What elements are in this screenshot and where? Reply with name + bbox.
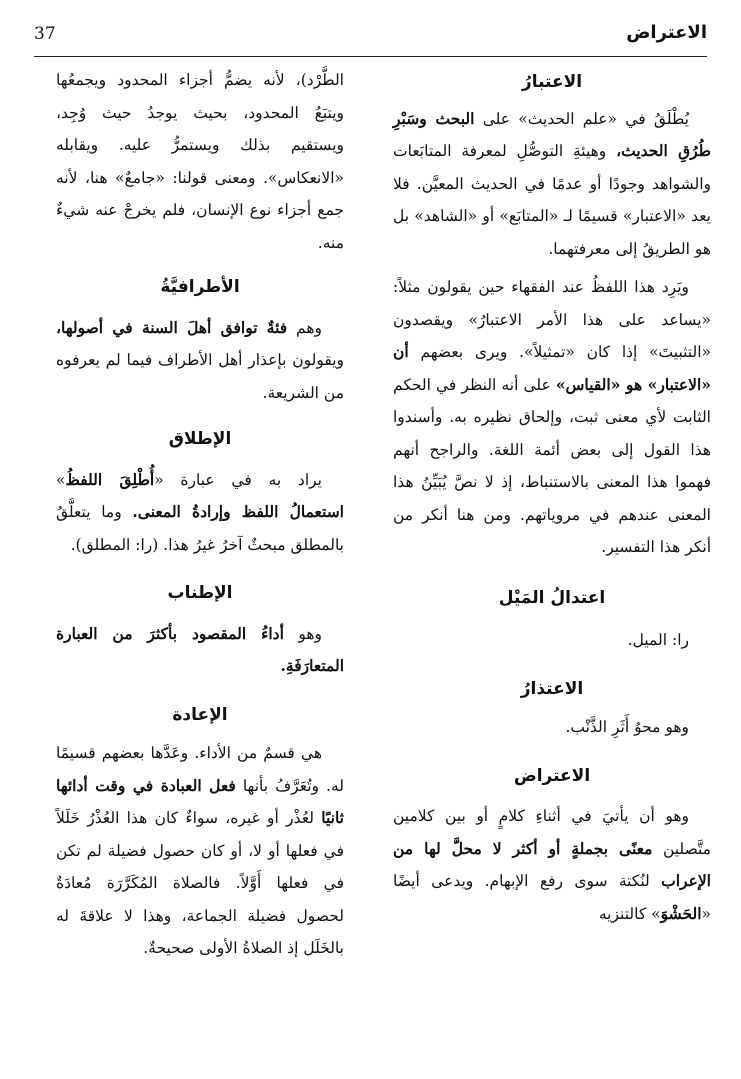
bold-term: فئةٌ توافق أهلَ السنة في أصولها، <box>56 317 288 337</box>
bold-term: الحَشْوَ <box>660 903 702 923</box>
entry-title-iaada: الإعادة <box>172 704 228 725</box>
entry-title-itidhar: الاعتذارُ <box>520 678 584 699</box>
bold-term: أُطْلِقَ اللفظُ <box>65 469 155 489</box>
bold-term: استعمالُ اللفظ وإرادةُ المعنى. <box>132 502 344 521</box>
bold-term: أداءُ المقصود بأكثرَ من العبارة المتعارَفَةِ. <box>56 623 344 675</box>
entry-text-atrafiyya <box>56 312 344 410</box>
page-number: 37 <box>34 24 56 44</box>
text-run: على أنه النظر في الحكم الثابت لأي معنى ثبت، وإلحاق نظيره به. وأسندوا هذا القول إلى بعض أئمة اللغة. والراجح أنهم فهموا هذا المعنى بالاستنباط، إذ لا نصَّ يُبَيِّنُ هذا المعنى عندهم في مروياتهم. ومن هنا أنكر من أنكر هذا التفسير. <box>393 375 711 556</box>
text-run: وهو <box>283 624 322 643</box>
bold-term: أن «الاعتبار» هو «القياس» <box>393 342 711 394</box>
entry-text-iitibar-2 <box>393 271 711 564</box>
text-run: لنُكتة سوى رفع الإبهام. ويدعى أيضًا « <box>393 872 711 923</box>
header-rule <box>34 56 707 57</box>
entry-title-iitibar: الاعتبارُ <box>521 72 583 92</box>
text-run: ويَرِد هذا اللفظُ عند الفقهاء حين يقولون مثلاً: «يساعد على هذا الأمر الاعتبارُ» ويقصدون «التثبيتَ» إذا كان «تمثيلاً». ويرى بعضهم <box>393 278 711 361</box>
entry-text-itiraad <box>393 800 711 930</box>
text-run: وهيئةِ التوصُّلِ لمعرفة المتابَعات والشواهد وجودًا أو عدمًا في الحديث المعيَّن. فلا يعد «الاعتبار» قسيمًا لـ «المتابَع» أو «الشاهد» بل هو الطريقُ إلى معرفتهما. <box>393 142 711 258</box>
continued-text: الطَّرْد)، لأنه يضمُّ أجزاء المحدود ويجمعُها ويتبَعُ المحدود، بحيث يوجدُ حيث وُجِد، ويستقيم بذلك ويستمرُّ عليه. ويقابله «الانعكاس». ومعنى قولنا: «جامعٌ» هنا، لأنه جمع أجزاء نوع الإنسان، فلم يخرجْ عنه شيءٌ منه. <box>56 71 344 252</box>
entry-title-itlaq: الإطلاق <box>168 429 232 449</box>
text-run: يُطْلَقُ في «علم الحديث» على <box>474 109 689 128</box>
bold-term: البحث وسَبْرِ طُرُقِ الحديث، <box>393 108 711 160</box>
entry-text-itlaq <box>56 464 344 562</box>
text-run: يراد به في عبارة « <box>154 470 322 489</box>
page-header <box>34 18 707 54</box>
entry-text-itidhar: وهو محوُ أَثَرِ الذَّنْب. <box>565 718 689 736</box>
left-column <box>56 64 344 965</box>
text-run: وهم <box>287 318 322 337</box>
entry-title-atrafiyya: الأطرافيَّةُ <box>160 277 240 297</box>
entry-title-itidal: اعتدالُ المَيْل <box>498 587 606 608</box>
bold-term: معنًى بجملةٍ أو أكثر لا محلَّ لها من الإعراب <box>393 838 711 890</box>
entry-text-iaada <box>56 737 344 965</box>
entry-title-itiraad: الاعتراض <box>513 765 591 786</box>
right-column <box>393 64 711 930</box>
text-run: لعُذْر أو غيره، سواءٌ كان هذا العُذْرُ خَلَلاً في فعلها أو لا، أو كان حصول فضيلة لم تكن في فعلها أَوَّلاً. فالصلاة المُكَرَّرَة مُعادَةٌ لحصول فضيلة الجماعة، وهذا لا علاقةَ له بالخَلَل إذ الصلاةُ الأولى صحيحةٌ. <box>56 809 344 957</box>
entry-text-itidal: را: الميل. <box>627 631 689 649</box>
entry-title-itnab: الإطناب <box>167 583 233 603</box>
bold-term: فعل العبادة في وقت أدائها ثانيًا <box>56 775 344 827</box>
entry-text-iitibar-1 <box>393 103 711 266</box>
text-run: ويقولون بإعذار أهل الأطراف فيما لم يعرفوه من الشريعة. <box>56 351 344 402</box>
text-run: » <box>56 470 66 489</box>
text-run: » كالتنزيه <box>598 904 661 923</box>
text-run: هي قسمٌ من الأداء. وعَدَّها بعضهم قسيمًا له. وتُعَرَّفُ بأنها <box>56 744 345 795</box>
text-run: وهو أن يأتيَ في أثناءِ كلامٍ أو بين كلامين متَّصلين <box>393 807 711 858</box>
text-run: وما يتعلَّقُ بالمطلق مبحثٌ آخرُ غيرُ هذا. (را: المطلق). <box>56 503 344 554</box>
entry-text-itnab <box>56 618 344 683</box>
running-title: الاعتراض <box>626 22 707 43</box>
